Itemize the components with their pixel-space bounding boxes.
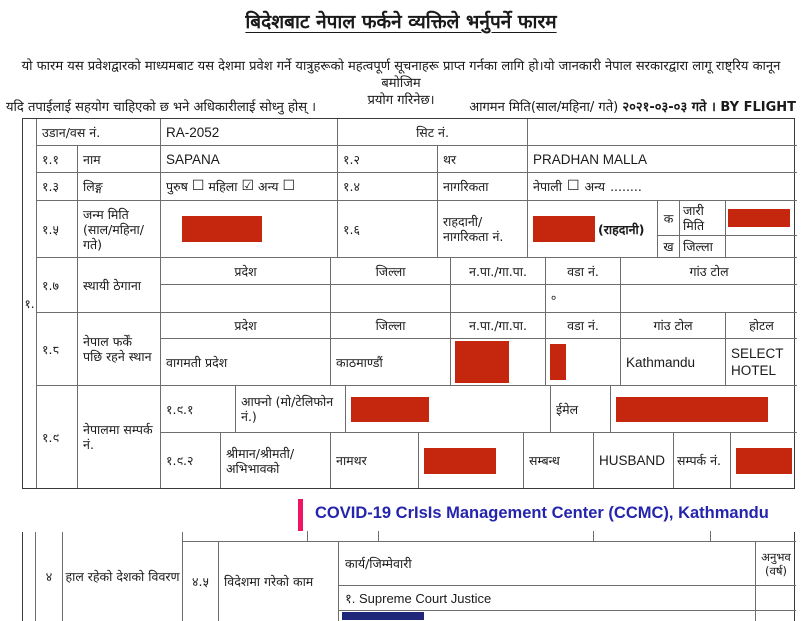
- table-row-birth-passport: [37, 201, 797, 258]
- row-num-1-9: १.९: [37, 386, 78, 488]
- permanent-address-label: स्थायी ठेगाना: [78, 258, 161, 312]
- row-num-1-5: १.५: [37, 201, 78, 257]
- district-row: [658, 236, 797, 257]
- row-num-1-8: १.८: [37, 313, 78, 385]
- gender-female-label: महिला: [208, 179, 238, 194]
- duty-entry-1[interactable]: १. Supreme Court Justice: [339, 586, 755, 611]
- header-district: जिल्ला: [331, 313, 451, 338]
- stay-value-row: [161, 339, 797, 385]
- address-header-row: [161, 258, 797, 285]
- arrival-date-value: २०२१-०३-०३ गते । BY FLIGHT: [622, 100, 796, 115]
- own-contact-row: [161, 386, 797, 433]
- district-value[interactable]: [726, 236, 797, 257]
- flight-number-label: उडान/वस नं.: [37, 119, 161, 145]
- own-phone-value[interactable]: [346, 386, 551, 432]
- citizenship-other-dots: ........: [610, 179, 642, 194]
- redaction-box: [550, 344, 566, 380]
- perm-province-value[interactable]: [161, 285, 331, 312]
- district-letter: ख: [658, 236, 680, 257]
- stay-place-label: नेपाल फर्कें पछि रहने स्थान: [78, 313, 161, 385]
- header-municipality: न.पा./गा.पा.: [451, 313, 546, 338]
- guardian-name-label: नामथर: [331, 433, 419, 488]
- row-num-1-4: १.४: [338, 173, 438, 200]
- birth-date-value[interactable]: [161, 201, 338, 257]
- stay-hotel-value[interactable]: SELECT HOTEL: [731, 346, 784, 378]
- header-district: जिल्ला: [331, 258, 451, 284]
- redaction-box: [736, 448, 792, 474]
- duty-header: कार्य/जिम्मेवारी: [339, 542, 755, 586]
- header-ward: वडा नं.: [546, 258, 621, 284]
- checkbox-male-icon[interactable]: ☐: [191, 178, 205, 194]
- section4-table: [22, 532, 795, 621]
- email-label: ईमेल: [551, 386, 611, 432]
- seat-number-label: सिट नं.: [338, 119, 528, 145]
- guardian-contact-row: [161, 433, 797, 488]
- issue-letter: क: [658, 201, 680, 235]
- work-abroad-row: [183, 541, 796, 621]
- guardian-contact-value[interactable]: [731, 433, 797, 488]
- header-tole: गांउ टोल: [689, 263, 729, 279]
- stay-place-grid: [161, 313, 797, 385]
- redaction-box: [533, 216, 595, 242]
- gender-other-label: अन्य: [258, 179, 279, 194]
- relation-value[interactable]: HUSBAND: [594, 433, 674, 488]
- first-name-value[interactable]: SAPANA: [161, 146, 338, 172]
- row-num-1-9-1: १.९.१: [161, 386, 236, 432]
- page-title: बिदेशबाट नेपाल फर्कने व्यक्तिले भर्नुपर्ने फारम: [245, 11, 557, 33]
- stay-municipality-value[interactable]: [451, 339, 546, 385]
- birth-date-label: जन्म मिति (साल/महिना/गते): [78, 201, 161, 257]
- row-num-1-9-2: १.९.२: [161, 433, 221, 488]
- row-num-1-7: १.७: [37, 258, 78, 312]
- citizenship-other-label: अन्य: [584, 179, 606, 194]
- header-municipality: न.पा./गा.पा.: [451, 258, 546, 284]
- arrival-date: आगमन मिति(साल/महिना/ गते) २०२१-०३-०३ गते । BY FLIGHT: [469, 100, 796, 115]
- header-hotel: होटल: [749, 318, 774, 333]
- section4-right-block: [183, 532, 796, 621]
- perm-ward-value[interactable]: ०: [546, 285, 621, 312]
- help-line: [6, 97, 796, 115]
- perm-district-value[interactable]: [331, 285, 451, 312]
- intro-line-1: यो फारम यस प्रवेशद्वारको माध्यमबाट यस देशमा प्रवेश गर्ने यात्रुहरूको महत्वपूर्ण सूचनाहरू प्राप्त गर्नका लागि हो।यो जानकारी नेपाल सरकारद्वारा लागू राष्ट्रिय कानून बमोजिम: [21, 59, 781, 91]
- contact-in-nepal-label: नेपालमा सम्पर्क नं.: [78, 386, 161, 488]
- issue-date-label: जारी मिति: [680, 201, 726, 235]
- experience-entry-1[interactable]: [756, 586, 796, 611]
- table-row-name: [37, 146, 797, 173]
- passport-number-value[interactable]: [528, 201, 658, 257]
- guardian-label: श्रीमान/श्रीमती/ अभिभावको: [221, 433, 331, 488]
- citizenship-options: [528, 173, 797, 200]
- address-value-row: [161, 285, 797, 312]
- experience-header: अनुभव (वर्ष): [756, 542, 796, 586]
- seat-number-value[interactable]: [528, 119, 797, 145]
- guardian-contact-label: सम्पर्क नं.: [674, 433, 731, 488]
- citizenship-label: नागरिकता: [438, 173, 528, 200]
- section-marker: १.: [23, 119, 37, 488]
- stay-district-value[interactable]: काठमाण्डौं: [331, 339, 451, 385]
- issue-date-row: [658, 201, 797, 236]
- gender-male-label: पुरुष: [166, 179, 188, 194]
- citizenship-nepali-label: नेपाली: [533, 179, 562, 194]
- passport-note: (राहदानी): [598, 221, 645, 237]
- flight-number-value[interactable]: RA-2052: [161, 119, 338, 145]
- header-ward: वडा नं.: [546, 313, 621, 338]
- issue-date-value[interactable]: [726, 201, 797, 235]
- district-label: जिल्ला: [680, 236, 726, 257]
- permanent-address-grid: [161, 258, 797, 312]
- banner-accent-bar: [298, 499, 303, 531]
- help-text: यदि तपाईलाई सहयोग चाहिएको छ भने अधिकारीलाई सोध्नु होस् ।: [6, 100, 317, 115]
- passport-number-label: राहदानी/नागरिकता नं.: [438, 201, 528, 257]
- header-tole: गांउ टोल: [621, 313, 726, 338]
- redaction-box: [424, 448, 496, 474]
- stay-header-row: [161, 313, 797, 339]
- stay-tole-value[interactable]: Kathmandu: [621, 339, 726, 385]
- experience-column: [756, 542, 796, 621]
- experience-entry-2[interactable]: [756, 611, 796, 621]
- redaction-box: [351, 397, 429, 422]
- row-num-1-6: १.६: [338, 201, 438, 257]
- gender-options: [161, 173, 338, 200]
- table-row-flight: [37, 119, 797, 146]
- ccmc-banner-text: COVID-19 CrIsIs Management Center (CCMC), Kathmandu: [315, 504, 769, 522]
- table-row-gender: [37, 173, 797, 201]
- redaction-box: [182, 216, 262, 242]
- passenger-form-table: [22, 118, 795, 489]
- header-province: प्रदेश: [161, 313, 331, 338]
- row-num-1-3: १.३: [37, 173, 78, 200]
- perm-tole-value[interactable]: [621, 285, 797, 312]
- row-num-1-1: १.१: [37, 146, 78, 172]
- first-name-label: नाम: [78, 146, 161, 172]
- header-province: प्रदेश: [161, 258, 331, 284]
- checkbox-other-icon[interactable]: ☐: [282, 178, 296, 194]
- work-abroad-label: विदेशमा गरेको काम: [219, 542, 339, 621]
- duty-entry-2[interactable]: [339, 611, 755, 621]
- passport-issue-subtable: [658, 201, 797, 257]
- stay-province-value[interactable]: वागमती प्रदेश: [161, 339, 331, 385]
- stay-ward-value[interactable]: [546, 339, 621, 385]
- intro-line-2: प्रयोग गरिनेछ।: [367, 93, 435, 108]
- current-country-detail-label: हाल रहेको देशको विवरण: [63, 532, 183, 621]
- checkbox-female-icon[interactable]: ☑: [241, 178, 255, 194]
- surname-value[interactable]: PRADHAN MALLA: [533, 151, 648, 167]
- redaction-box: [616, 397, 768, 422]
- row-num-4-5: ४.५: [183, 542, 219, 621]
- gender-label: लिङ्ग: [78, 173, 161, 200]
- perm-municipality-value[interactable]: [451, 285, 546, 312]
- redaction-box: [728, 209, 790, 227]
- email-value[interactable]: [611, 386, 797, 432]
- checkbox-nepali-icon[interactable]: ☐: [567, 178, 580, 194]
- table-row-contact: [37, 386, 797, 488]
- navy-redaction-box: [342, 612, 424, 620]
- cropped-row-strip: [183, 532, 796, 541]
- duty-column: [339, 542, 756, 621]
- table-row-stay-place: [37, 313, 797, 386]
- own-phone-label: आफ्नो (मो/टेलिफोन नं.): [236, 386, 346, 432]
- redaction-box: [455, 341, 509, 383]
- section4-number: ४: [36, 532, 63, 621]
- guardian-name-value[interactable]: [419, 433, 524, 488]
- table-row-permanent-address: [37, 258, 797, 313]
- surname-label: थर: [438, 146, 528, 172]
- relation-label: सम्बन्ध: [524, 433, 594, 488]
- section4-left-margin-cell: [23, 532, 36, 621]
- contact-grid: [161, 386, 797, 488]
- row-num-1-2: १.२: [338, 146, 438, 172]
